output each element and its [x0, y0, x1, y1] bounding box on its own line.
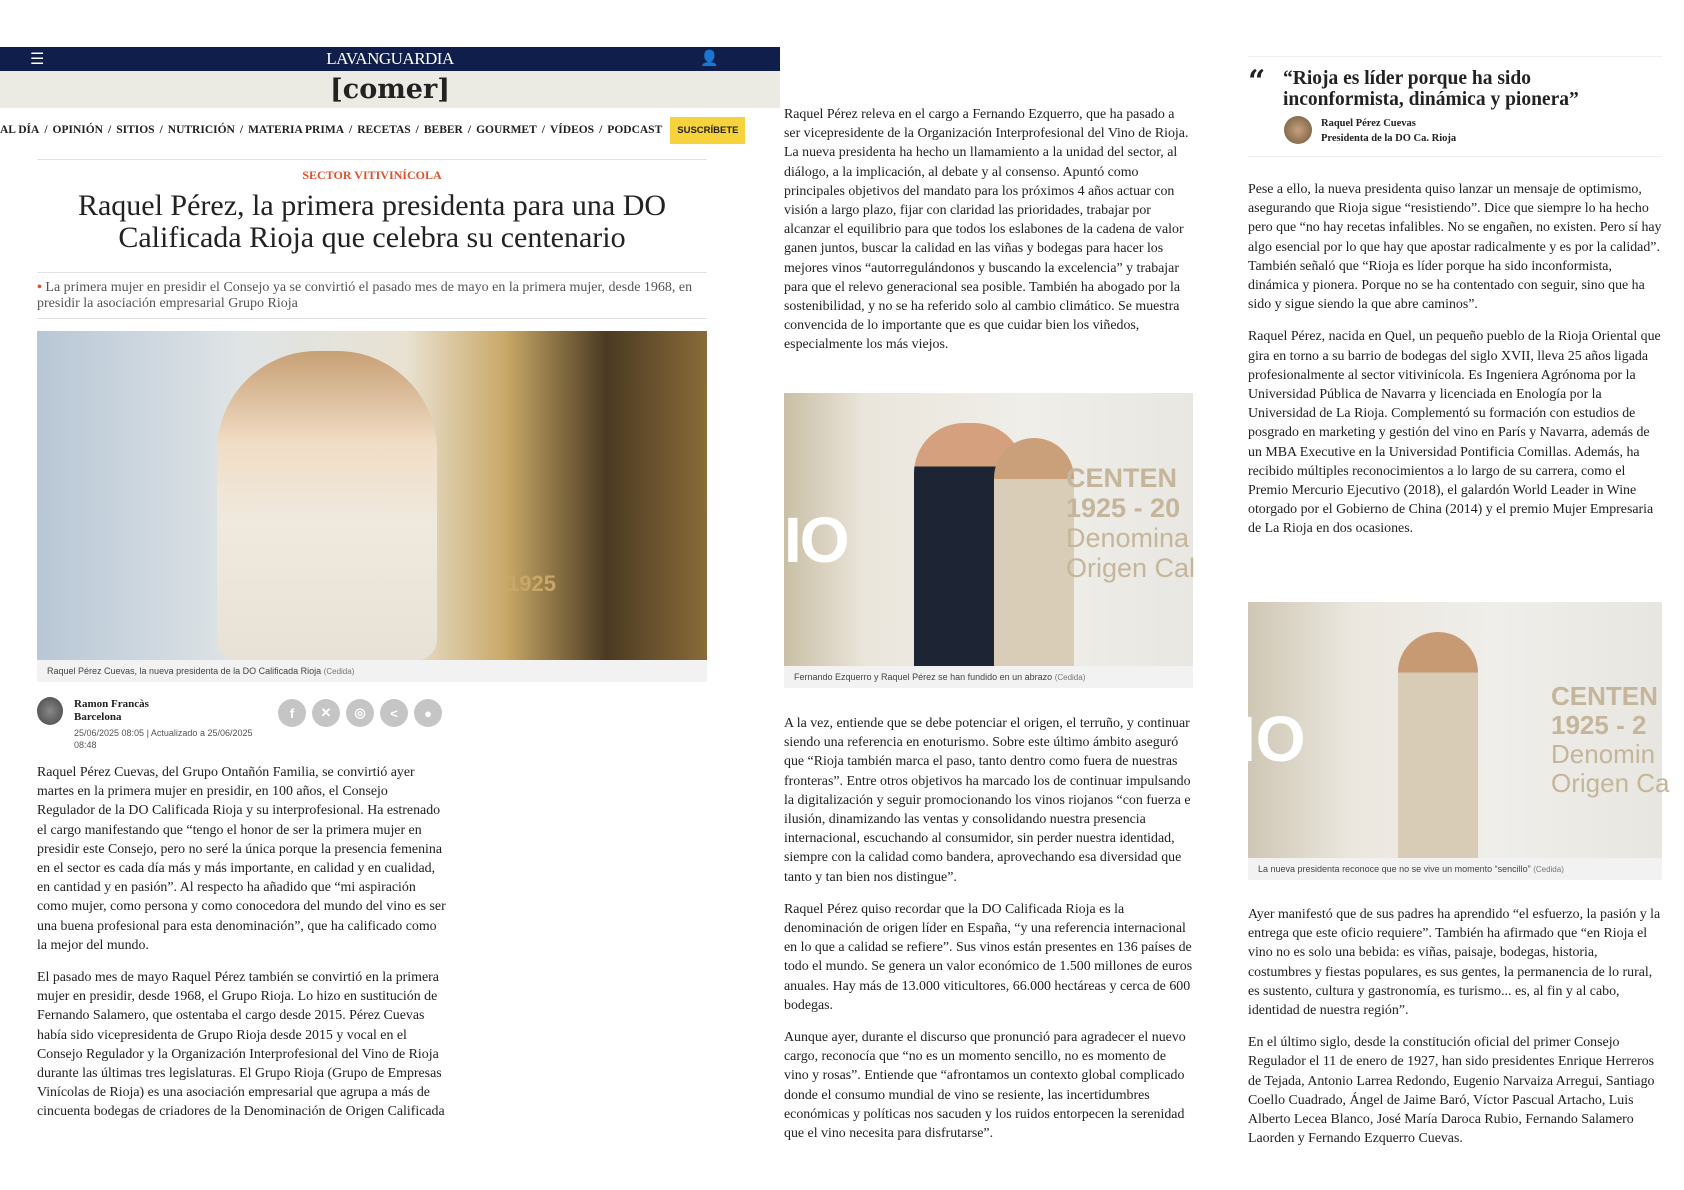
quote-name: Raquel Pérez Cuevas — [1321, 118, 1416, 129]
photo-text-line: 1925 - 20 — [1066, 493, 1181, 523]
quote-attribution — [1321, 116, 1456, 146]
article-body-col3a — [1248, 180, 1662, 552]
article-lead: • La primera mujer en presidir el Consejo ya se convirtió el pasado mes de mayo en la primera mujer, desde 1968, en presidir la asociación empresarial Grupo Rioja — [37, 280, 693, 311]
divider — [37, 318, 707, 319]
article-photo-main[interactable] — [37, 331, 707, 660]
author-location: Barcelona — [74, 711, 122, 723]
pull-quote: “Rioja es líder porque ha sido inconformista, dinámica y pionera” — [1283, 68, 1579, 110]
divider — [37, 159, 707, 160]
photo-text-line: CENTEN — [1551, 681, 1658, 711]
photo-text: IO — [1238, 703, 1306, 775]
photo-text-line: Denomina — [1066, 523, 1190, 553]
paragraph: A la vez, entiende que se debe potenciar el origen, el terruño, y continuar siendo una referencia en enoturismo. Sobre este último ámbito aseguró que “Rioja también marca el paso, tanto dentro como fuera de nuestras fronteras”. Entre otros objetivos ha marcado los de continuar impulsando la digitalización y seguir promocionando los vinos riojanos “con fuerza e ilusión, dinamizando las ventas y consolidando nuestra presencia internacional, escuchando al consumidor, sin perder nuestra identidad, siempre con la calidad como bandera, aprovechando esa diversidad que tanto y tan bien nos distingue”. — [784, 716, 1191, 885]
nav-item[interactable]: GOURMET — [476, 124, 537, 136]
article-body-col2b — [784, 714, 1194, 1156]
nav-item[interactable]: RECETAS — [357, 124, 411, 136]
person-figure — [1398, 632, 1478, 858]
user-icon[interactable]: 👤 — [700, 49, 719, 67]
hamburger-icon[interactable]: ☰ — [30, 49, 45, 68]
photo-text-line: Origen Ca — [1551, 768, 1670, 798]
nav-item[interactable]: SITIOS — [116, 124, 155, 136]
article-body-col2a — [784, 105, 1194, 368]
author-avatar — [37, 697, 63, 725]
share-icon[interactable]: < — [380, 699, 408, 727]
nav-item[interactable]: AL DÍA — [0, 124, 40, 136]
nav-item[interactable]: NUTRICIÓN — [167, 124, 235, 136]
author-name[interactable]: Ramon Francàs — [74, 698, 149, 710]
comment-icon[interactable]: ● — [414, 699, 442, 727]
photo-caption — [784, 666, 1193, 688]
photo-credit: (Cedida) — [323, 667, 355, 676]
divider — [1248, 56, 1662, 57]
caption-text: La nueva presidenta reconoce que no se vive un momento “sencillo” — [1258, 864, 1531, 874]
photo-text-line: 1925 - 2 — [1551, 710, 1647, 740]
paragraph: En el último siglo, desde la constitución oficial del primer Consejo Regulador el 11 de enero de 1927, han sido presidentes Enrique Herreros de Tejada, Antonio Larrea Redondo, Eugenio Narvaiza Arregui, Santiago Coello Cuadrado, Ángel de Jaime Baró, Víctor Pascual Artacho, Luis Alberto Lecea Blanco, José María Daroca Rubio, Fernando Salamero Laorden y Fernando Ezquerro Cuevas. — [1248, 1035, 1655, 1147]
caption-text: Raquel Pérez Cuevas, la nueva presidenta de la DO Calificada Rioja — [47, 666, 322, 676]
section-label[interactable]: SECTOR VITIVINÍCOLA — [302, 168, 442, 182]
nav-item[interactable]: OPINIÓN — [52, 124, 103, 136]
paragraph: Raquel Pérez Cuevas, del Grupo Ontañón Familia, se convirtió ayer martes en la primera mujer en presidir, en 100 años, el Consejo Regulador de la DO Calificada Rioja y su interprofesional. Ha estrenado el cargo manifestando que “tengo el honor de ser la primera mujer en presidir este Consejo, pero no seré la única porque la presencia femenina en el sector es cada día más y más importante, en calidad y en cualidad, en cantidad y en pasión”. Al respecto ha añadido que “mi aspiración como mujer, como persona y como conocedora del mundo del vino es ser una buena profesional para esta denominación”, que ha calificado como la mejor del mundo. — [37, 765, 446, 953]
publish-date: 25/06/2025 08:05 | Actualizado a 25/06/2025 08:48 — [74, 728, 253, 750]
paragraph: Raquel Pérez quiso recordar que la DO Calificada Rioja es la denominación de origen líder en España, “y una referencia internacional en lo que a calidad se refiere”. Sus vinos están presentes en 136 países de todo el mundo. Se genera un valor económico de 1.500 millones de euros anuales. Hay más de 13.000 viticultores, 66.000 hectáreas y cerca de 600 bodegas. — [784, 901, 1193, 1013]
photo-text: 1925 — [507, 571, 556, 596]
photo-text-line: CENTEN — [1066, 463, 1178, 493]
nav-item[interactable]: BEBER — [423, 124, 463, 136]
site-logo[interactable]: LAVANGUARDIA — [326, 49, 454, 68]
photo-text-line: Origen Cal — [1066, 553, 1196, 583]
share-buttons — [278, 699, 442, 727]
section-logo[interactable]: [comer] — [0, 71, 780, 108]
paragraph: Ayer manifestó que de sus padres ha aprendido “el esfuerzo, la pasión y la entrega que este oficio requiere”. También ha afirmado que “en Rioja el vino no es solo una bebida: es viñas, paisaje, bodegas, historia, costumbres y fiestas populares, es sus gentes, la permanencia de lo rural, es sustento, cultura y gastronomía, es turismo... es, al fin y al cabo, identidad de nuestra región”. — [1248, 907, 1661, 1019]
photo-text — [1551, 682, 1670, 798]
main-nav: AL DÍA / OPINIÓN / SITIOS / NUTRICIÓN / MATERIA PRIMA / RECETAS / BEBER / GOURMET / VÍDEOS / PODCAST SUSCRÍBETE — [0, 116, 760, 144]
photo-caption — [37, 660, 707, 682]
photo-text: IO — [784, 504, 848, 576]
paragraph: El pasado mes de mayo Raquel Pérez también se convirtió en la primera mujer en presidir, desde 1968, el Grupo Rioja. Lo hizo en sustitución de Fernando Salamero, que ostentaba el cargo desde 2015. Pérez Cuevas había sido vicepresidenta de Grupo Rioja desde 2015 y vocal en el Consejo Regulador y la Organización Interprofesional del Vino de Rioja durante las últimas tres legislaturas. El Grupo Rioja (Grupo de Empresas Vinícolas de Rioja) es una asociación empresarial que agrupa a más de cincuenta bodegas de criadores de la Denominación de Origen Calificada — [37, 970, 445, 1120]
article-photo-president[interactable] — [1238, 602, 1670, 858]
article-title: Raquel Pérez, la primera presidenta para una DO Calificada Rioja que celebra su centenario — [77, 189, 667, 254]
quote-avatar — [1284, 116, 1312, 144]
nav-item[interactable]: MATERIA PRIMA — [248, 124, 344, 136]
bluesky-share-icon[interactable]: ✕ — [312, 699, 340, 727]
photo-text — [1066, 463, 1195, 583]
caption-text: Fernando Ezquerro y Raquel Pérez se han fundido en un abrazo — [794, 672, 1053, 682]
whatsapp-share-icon[interactable]: ◎ — [346, 699, 374, 727]
photo-credit: (Cedida) — [1533, 865, 1564, 874]
divider — [37, 272, 707, 273]
facebook-share-icon[interactable]: f — [278, 699, 306, 727]
photo-credit: (Cedida) — [1054, 673, 1086, 682]
subscribe-button[interactable]: SUSCRÍBETE — [670, 117, 745, 144]
lead-text: La primera mujer en presidir el Consejo ya se convirtió el pasado mes de mayo en la primera mujer, desde 1968, en presidir la asociación empresarial Grupo Rioja — [37, 280, 693, 311]
nav-item[interactable]: PODCAST — [607, 124, 663, 136]
person-figure — [994, 438, 1074, 666]
quote-role: Presidenta de la DO Ca. Rioja — [1321, 133, 1457, 144]
photo-text-line: Denomin — [1551, 739, 1656, 769]
paragraph: Raquel Pérez releva en el cargo a Fernando Ezquerro, que ha pasado a ser vicepresidente de la Organización Interprofesional del Vino de Rioja. La nueva presidenta ha hecho un llamamiento a la unidad del sector, al diálogo, a la implicación, al debate y al consenso. Apuntó como principales objetivos del mandato para los próximos 4 años actuar con visión a largo plazo, fijar con claridad las prioridades, trabajar por alcanzar el equilibrio para que todos los eslabones de la cadena de valor ganen juntos, buscar la calidad en las viñas y bodegas para hacer los mejores vinos “autorregulándonos y buscando la excelencia” y trabajar para que el relevo generacional sea posible. También ha abogado por la sostenibilidad, y no se ha referido solo al cambio climático. Se muestra convencida de lo importante que es que cuidar bien los viñedos, especialmente los más viejos. — [784, 107, 1189, 353]
person-figure — [217, 351, 437, 660]
nav-item[interactable]: VÍDEOS — [549, 124, 595, 136]
quote-icon: “ — [1248, 64, 1266, 99]
article-photo-embrace[interactable] — [784, 393, 1196, 666]
paragraph: Aunque ayer, durante el discurso que pronunció para agradecer el nuevo cargo, reconocía que “no es un momento sencillo, no es momento de vino y rosas”. Entiende que “afrontamos un contexto global complicado donde el consumo mundial de vino se resiente, las incertidumbres económicas y políticas nos sacuden y los ruidos entorpecen la serenidad que el vino necesita para disfrutarse”. — [784, 1030, 1186, 1142]
article-body-col1 — [37, 763, 447, 1135]
article-body-col3b — [1248, 905, 1662, 1161]
paragraph: Pese a ello, la nueva presidenta quiso lanzar un mensaje de optimismo, asegurando que Rioja sigue “resistiendo”. Dice que siempre lo ha hecho pero que “no hay recetas infalibles. No se engañen, no existen. Pero sí hay algo esencial por lo que hay que apostar radicalmente y es por la calidad”. También señaló que “Rioja es líder porque ha sido inconformista, dinámica y pionera. Porque no se ha contentado con seguir, sino que ha sido y sigue siendo la que abre caminos”. — [1248, 182, 1662, 313]
divider — [1248, 156, 1662, 157]
photo-caption — [1248, 858, 1662, 880]
top-bar — [0, 47, 780, 71]
paragraph: Raquel Pérez, nacida en Quel, un pequeño pueblo de la Rioja Oriental que gira en torno a su barrio de bodegas del siglo XVII, lleva 25 años ligada profesionalmente al sector vitivinícola. Es Ingeniera Agrónoma por la Universidad Pública de Navarra y licenciada en Enología por la Universidad de La Rioja. Complementó su formación con estudios de posgrado en marketing y gestión del vino en París y Navarra, además de un MBA Executive en la Universidad Pontificia Comillas. Además, ha recibido múltiples reconocimientos a lo largo de su carrera, como el Premio Mercurio Ejecutivo (2018), el galardón World Leader in Wine otorgado por el Gobierno de China (2014) y el premio Mujer Empresaria de La Rioja en dos ocasiones. — [1248, 329, 1661, 537]
